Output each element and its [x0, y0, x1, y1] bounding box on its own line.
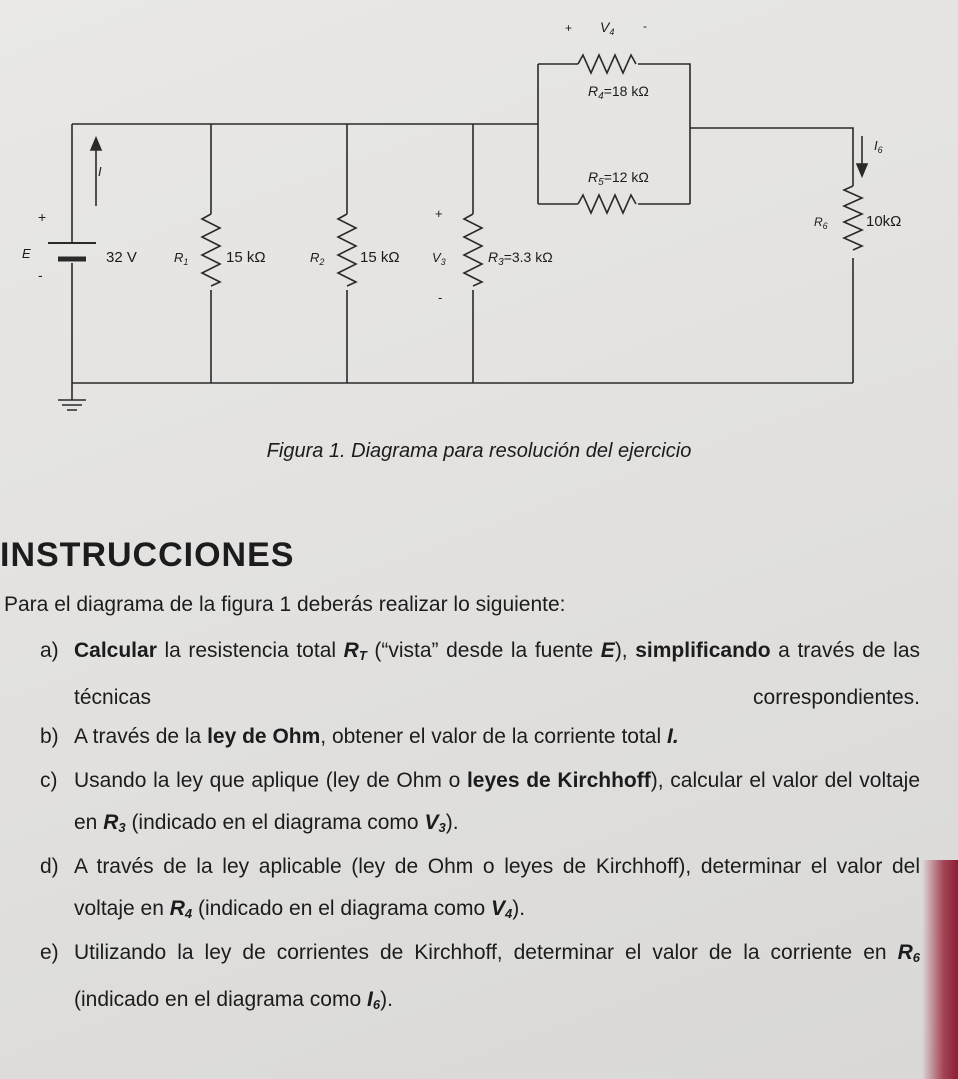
wire-right — [690, 128, 853, 383]
i6-label: $I_6$ — [874, 138, 883, 155]
text-fragment: Utilizando la ley de corrientes de Kirchhoff, determinar el valor de la corriente en — [74, 941, 898, 964]
r2-value: 15 kΩ — [360, 249, 400, 266]
ground-symbol — [58, 400, 86, 410]
source-plus: + — [38, 209, 47, 225]
list-item — [40, 760, 920, 849]
text-fragment: ), — [614, 639, 636, 662]
text-fragment: leyes de Kirchhoff — [466, 769, 651, 792]
item-marker: c) — [40, 769, 58, 792]
source-name: E — [22, 246, 31, 261]
text-fragment: I. — [666, 725, 679, 748]
text-fragment: T — [358, 648, 367, 663]
text-fragment: R — [897, 941, 913, 964]
list-item — [40, 932, 920, 1026]
text-fragment: ), calcular el valor del voltaje en — [74, 769, 920, 834]
text-fragment: V — [424, 811, 439, 834]
resistor-r5-symbol — [578, 195, 636, 213]
text-fragment: R — [169, 897, 185, 920]
v4-minus: - — [643, 19, 647, 33]
text-fragment: 4 — [505, 906, 513, 921]
text-fragment: R — [103, 811, 119, 834]
text-fragment: 3 — [118, 820, 126, 835]
item-text — [74, 932, 920, 1026]
circuit-diagram — [0, 0, 958, 430]
text-fragment: 6 — [372, 997, 381, 1012]
text-fragment: a través de las técnicas correspondientes. — [74, 639, 920, 709]
r1-name: $R_1$ — [174, 250, 189, 267]
text-fragment: 6 — [912, 950, 920, 965]
r6-value: 10kΩ — [866, 213, 902, 230]
resistor-r3-symbol — [464, 214, 482, 286]
list-item — [40, 630, 920, 719]
r4-label: $R_4=18$ kΩ — [588, 83, 649, 102]
text-fragment: Calcular — [74, 639, 157, 662]
r2-name: $R_2$ — [310, 250, 325, 267]
item-marker: e) — [40, 941, 59, 964]
item-text — [74, 716, 920, 758]
item-marker: b) — [40, 725, 59, 748]
text-fragment: Usando la ley que aplique (ley de Ohm o — [74, 769, 467, 792]
text-fragment: A través de la — [74, 725, 208, 748]
figure-caption: Figura 1. Diagrama para resolución del ejercicio — [266, 440, 692, 462]
text-fragment: la resistencia total — [156, 639, 344, 662]
text-fragment: E — [600, 639, 615, 662]
text-fragment: simplificando — [635, 639, 771, 662]
v3-minus: - — [438, 290, 443, 305]
list-item — [40, 846, 920, 935]
v4-plus: + — [565, 21, 573, 35]
v3-name: $V_3$ — [432, 250, 446, 267]
v4-name: $V_4$ — [600, 19, 615, 37]
text-fragment: (“vista” desde la fuente — [366, 639, 601, 662]
resistor-r4-symbol — [578, 55, 636, 73]
source-value: 32 V — [106, 249, 137, 266]
text-fragment: A través de la ley aplicable (ley de Ohm o leyes de Kirchhoff), determinar el valor del voltaje en — [74, 855, 920, 920]
item-text — [74, 846, 920, 935]
text-fragment: (indicado en el diagrama como — [192, 897, 491, 920]
text-fragment: , obtener el valor de la corriente total — [320, 725, 667, 748]
text-fragment: I — [367, 988, 373, 1011]
text-fragment: ley de Ohm — [207, 725, 321, 748]
text-fragment: ). — [445, 811, 459, 834]
text-fragment: R — [343, 639, 359, 662]
photo-edge-shadow — [922, 860, 958, 1079]
current-i-label: I — [98, 164, 102, 179]
text-fragment: 3 — [438, 820, 446, 835]
intro-text: Para el diagrama de la figura 1 deberás realizar lo siguiente: — [4, 593, 566, 616]
r5-label: $R_5=12$ kΩ — [588, 169, 649, 188]
text-fragment: (indicado en el diagrama como — [125, 811, 425, 834]
v3-plus: + — [435, 206, 443, 221]
text-fragment: ). — [380, 988, 393, 1011]
text-fragment: ). — [512, 897, 526, 920]
text-fragment: 4 — [184, 906, 193, 921]
r6-name: $R_6$ — [814, 215, 828, 231]
text-fragment: (indicado en el diagrama como — [74, 988, 367, 1011]
item-text — [74, 760, 920, 849]
r1-value: 15 kΩ — [226, 249, 266, 266]
r3-label: $R_3=3.3$ kΩ — [488, 249, 553, 268]
resistor-r2-symbol — [338, 214, 356, 286]
section-title: INSTRUCCIONES — [0, 536, 295, 574]
item-marker: d) — [40, 855, 59, 878]
item-marker: a) — [40, 639, 59, 662]
resistor-r1-symbol — [202, 214, 220, 286]
resistor-r6-symbol — [844, 186, 862, 250]
source-minus: - — [38, 267, 43, 283]
list-item — [40, 716, 920, 758]
battery-symbol — [48, 243, 96, 259]
item-text — [74, 630, 920, 719]
text-fragment: V — [490, 897, 505, 920]
